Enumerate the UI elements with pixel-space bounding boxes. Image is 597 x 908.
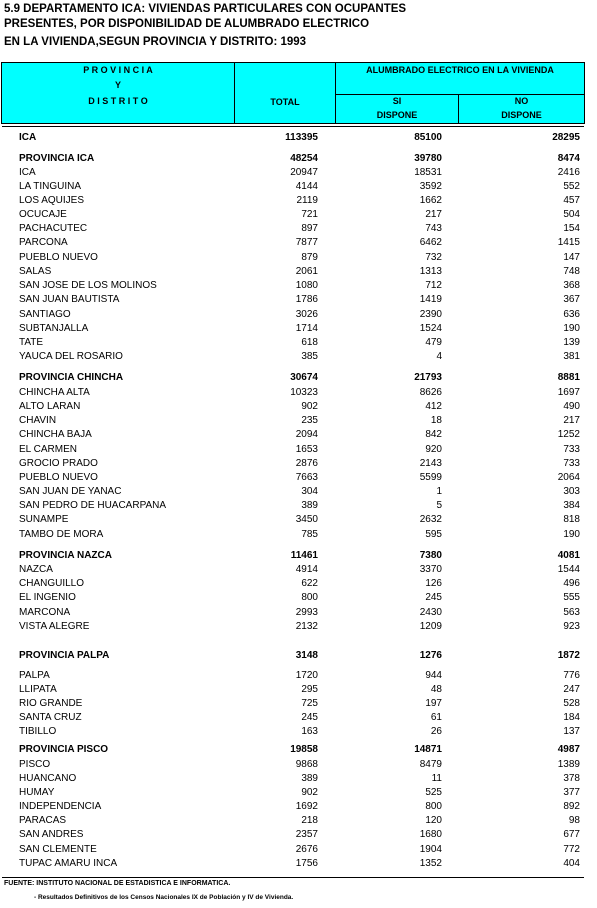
row-no-dispone: 190 — [563, 323, 580, 334]
footer-note: - Resultados Definitivos de los Censos Nacionales IX de Población y IV de Vivienda. — [34, 894, 294, 901]
row-total: 902 — [301, 401, 318, 412]
header-no-cell — [458, 94, 585, 124]
row-name: SAN JOSE DE LOS MOLINOS — [19, 280, 157, 291]
header-si: SI — [392, 96, 402, 106]
row-si-dispone: 743 — [425, 223, 442, 234]
table-row — [0, 786, 597, 800]
row-no-dispone: 776 — [563, 670, 580, 681]
row-si-dispone: 412 — [425, 401, 442, 412]
row-name: RIO GRANDE — [19, 698, 83, 709]
row-name: YAUCA DEL ROSARIO — [19, 351, 123, 362]
row-total: 879 — [301, 252, 318, 263]
row-name: HUANCANO — [19, 773, 77, 784]
row-name: CHINCHA BAJA — [19, 429, 92, 440]
row-si-dispone: 18531 — [414, 167, 442, 178]
row-si-dispone: 3592 — [419, 181, 442, 192]
table-row — [0, 800, 597, 814]
row-name: HUMAY — [19, 787, 55, 798]
row-total: 163 — [301, 726, 318, 737]
row-no-dispone: 1697 — [557, 387, 580, 398]
header-no-dispone: DISPONE — [501, 110, 542, 120]
page-title-line-2: PRESENTES, POR DISPONIBILIDAD DE ALUMBRADO ELECTRICO — [4, 18, 370, 30]
table-row — [0, 457, 597, 471]
row-name: SANTA CRUZ — [19, 712, 82, 723]
row-no-dispone: 147 — [563, 252, 580, 263]
row-total: 19858 — [290, 744, 318, 755]
row-total: 3026 — [295, 309, 318, 320]
row-no-dispone: 139 — [563, 337, 580, 348]
row-si-dispone: 732 — [425, 252, 442, 263]
footer-source: FUENTE: INSTITUTO NACIONAL DE ESTADISTICA E INFORMATICA. — [4, 880, 231, 887]
row-no-dispone: 303 — [563, 486, 580, 497]
row-total: 721 — [301, 209, 318, 220]
row-si-dispone: 245 — [425, 592, 442, 603]
row-total: 2061 — [295, 266, 318, 277]
row-total: 3148 — [295, 650, 318, 661]
row-name: LOS AQUIJES — [19, 195, 85, 206]
row-no-dispone: 923 — [563, 621, 580, 632]
table-header — [1, 62, 585, 124]
row-name: PUEBLO NUEVO — [19, 252, 98, 263]
row-name: INDEPENDENCIA — [19, 801, 102, 812]
row-total: 1786 — [295, 294, 318, 305]
row-name: EL CARMEN — [19, 444, 77, 455]
row-no-dispone: 2064 — [557, 472, 580, 483]
row-si-dispone: 26 — [430, 726, 442, 737]
row-name: PROVINCIA NAZCA — [19, 550, 112, 561]
row-name: CHANGUILLO — [19, 578, 85, 589]
row-no-dispone: 733 — [563, 444, 580, 455]
row-total: 4914 — [295, 564, 318, 575]
row-total: 389 — [301, 773, 318, 784]
table-row — [0, 725, 597, 739]
row-si-dispone: 1276 — [419, 650, 442, 661]
page-title-line-3: EN LA VIVIENDA,SEGUN PROVINCIA Y DISTRITO: 1993 — [4, 36, 307, 48]
row-si-dispone: 944 — [425, 670, 442, 681]
row-no-dispone: 504 — [563, 209, 580, 220]
row-no-dispone: 1252 — [557, 429, 580, 440]
row-name: SAN JUAN BAUTISTA — [19, 294, 120, 305]
table-row — [0, 350, 597, 364]
row-name: PROVINCIA PALPA — [19, 650, 110, 661]
row-si-dispone: 712 — [425, 280, 442, 291]
table-row — [0, 471, 597, 485]
row-si-dispone: 4 — [436, 351, 442, 362]
row-si-dispone: 1524 — [419, 323, 442, 334]
row-name: VISTA ALEGRE — [19, 621, 90, 632]
row-no-dispone: 892 — [563, 801, 580, 812]
row-total: 385 — [301, 351, 318, 362]
row-total: 245 — [301, 712, 318, 723]
row-si-dispone: 14871 — [414, 744, 442, 755]
row-si-dispone: 1209 — [419, 621, 442, 632]
row-no-dispone: 8474 — [557, 153, 580, 164]
row-si-dispone: 1419 — [419, 294, 442, 305]
row-name: LLIPATA — [19, 684, 57, 695]
row-si-dispone: 800 — [425, 801, 442, 812]
table-row — [0, 669, 597, 683]
row-no-dispone: 378 — [563, 773, 580, 784]
row-no-dispone: 8881 — [557, 372, 580, 383]
row-no-dispone: 552 — [563, 181, 580, 192]
table-row — [0, 843, 597, 857]
table-group-row — [0, 743, 597, 757]
row-name: TIBILLO — [19, 726, 57, 737]
row-total: 11461 — [290, 550, 318, 561]
row-name: OCUCAJE — [19, 209, 67, 220]
row-no-dispone: 457 — [563, 195, 580, 206]
table-row — [0, 499, 597, 513]
row-total: 1720 — [295, 670, 318, 681]
row-total: 2876 — [295, 458, 318, 469]
row-total: 785 — [301, 529, 318, 540]
row-total: 7877 — [295, 237, 318, 248]
row-si-dispone: 1904 — [419, 844, 442, 855]
table-row — [0, 814, 597, 828]
row-total: 113395 — [285, 132, 318, 143]
row-si-dispone: 11 — [431, 773, 442, 784]
row-no-dispone: 190 — [563, 529, 580, 540]
row-name: EL INGENIO — [19, 592, 76, 603]
table-row — [0, 428, 597, 442]
row-name: PACHACUTEC — [19, 223, 88, 234]
row-no-dispone: 4987 — [557, 744, 580, 755]
row-total: 618 — [301, 337, 318, 348]
row-total: 2132 — [295, 621, 318, 632]
row-no-dispone: 381 — [563, 351, 580, 362]
row-total: 218 — [301, 815, 318, 826]
row-si-dispone: 479 — [425, 337, 442, 348]
row-si-dispone: 842 — [425, 429, 442, 440]
row-no-dispone: 528 — [563, 698, 580, 709]
table-row — [0, 443, 597, 457]
row-total: 1714 — [295, 323, 318, 334]
row-total: 800 — [301, 592, 318, 603]
row-total: 4144 — [295, 181, 318, 192]
row-total: 1692 — [295, 801, 318, 812]
table-group-row — [0, 371, 597, 385]
row-no-dispone: 28295 — [552, 132, 580, 143]
row-total: 9868 — [295, 759, 318, 770]
table-row — [0, 711, 597, 725]
table-row — [0, 166, 597, 180]
header-distrito: D I S T R I T O — [88, 96, 148, 106]
table-row — [0, 606, 597, 620]
header-total-cell — [234, 62, 336, 124]
row-no-dispone: 377 — [563, 787, 580, 798]
row-si-dispone: 61 — [430, 712, 442, 723]
row-total: 2676 — [295, 844, 318, 855]
row-no-dispone: 1544 — [557, 564, 580, 575]
row-total: 2119 — [296, 195, 318, 206]
header-provincia-distrito — [1, 62, 235, 124]
row-si-dispone: 217 — [425, 209, 442, 220]
row-si-dispone: 2390 — [419, 309, 442, 320]
row-name: SAN CLEMENTE — [19, 844, 97, 855]
row-no-dispone: 184 — [563, 712, 580, 723]
table-row — [0, 222, 597, 236]
footer-divider — [2, 877, 584, 878]
row-no-dispone: 2416 — [557, 167, 580, 178]
table-row — [0, 251, 597, 265]
row-name: SALAS — [19, 266, 52, 277]
table-row — [0, 620, 597, 634]
table-group-row — [0, 549, 597, 563]
row-total: 622 — [301, 578, 318, 589]
row-si-dispone: 1313 — [419, 266, 442, 277]
table-row — [0, 236, 597, 250]
row-no-dispone: 404 — [563, 858, 580, 869]
table-row — [0, 194, 597, 208]
row-si-dispone: 595 — [425, 529, 442, 540]
row-name: CHAVIN — [19, 415, 57, 426]
row-total: 897 — [301, 223, 318, 234]
row-si-dispone: 197 — [425, 698, 442, 709]
row-no-dispone: 772 — [563, 844, 580, 855]
row-no-dispone: 563 — [563, 607, 580, 618]
row-si-dispone: 2143 — [419, 458, 442, 469]
table-group-row — [0, 649, 597, 663]
header-provincia: P R O V I N C I A — [83, 65, 153, 75]
row-si-dispone: 3370 — [419, 564, 442, 575]
table-row — [0, 180, 597, 194]
row-name: TAMBO DE MORA — [19, 529, 104, 540]
table-row — [0, 563, 597, 577]
row-si-dispone: 126 — [425, 578, 442, 589]
row-total: 2993 — [295, 607, 318, 618]
table-row — [0, 322, 597, 336]
table-row — [0, 414, 597, 428]
row-si-dispone: 1680 — [419, 829, 442, 840]
row-total: 1756 — [295, 858, 318, 869]
header-si-dispone: DISPONE — [376, 110, 418, 120]
row-total: 1080 — [295, 280, 318, 291]
table-row — [0, 308, 597, 322]
row-name: LA TINGUINA — [19, 181, 82, 192]
row-no-dispone: 555 — [563, 592, 580, 603]
row-name: SAN ANDRES — [19, 829, 84, 840]
row-si-dispone: 920 — [425, 444, 442, 455]
table-row — [0, 697, 597, 711]
row-si-dispone: 2430 — [419, 607, 442, 618]
row-name: TATE — [19, 337, 44, 348]
row-total: 30674 — [290, 372, 318, 383]
row-total: 3450 — [295, 514, 318, 525]
row-si-dispone: 5599 — [419, 472, 442, 483]
row-no-dispone: 367 — [563, 294, 580, 305]
row-name: ALTO LARAN — [19, 401, 81, 412]
row-total: 295 — [301, 684, 318, 695]
row-name: SANTIAGO — [19, 309, 71, 320]
table-row — [0, 400, 597, 414]
row-no-dispone: 1389 — [557, 759, 580, 770]
row-si-dispone: 6462 — [419, 237, 442, 248]
row-no-dispone: 154 — [563, 223, 580, 234]
table-row — [0, 683, 597, 697]
row-no-dispone: 636 — [563, 309, 580, 320]
row-si-dispone: 1662 — [419, 195, 442, 206]
row-si-dispone: 85100 — [414, 132, 442, 143]
table-row — [0, 828, 597, 842]
page-title: 5.9 DEPARTAMENTO ICA: VIVIENDAS PARTICULARES CON OCUPANTES — [4, 3, 407, 15]
row-si-dispone: 5 — [436, 500, 442, 511]
row-name: PUEBLO NUEVO — [19, 472, 98, 483]
row-name: SAN PEDRO DE HUACARPANA — [19, 500, 167, 511]
table-row — [0, 279, 597, 293]
row-name: PROVINCIA PISCO — [19, 744, 109, 755]
row-si-dispone: 8479 — [419, 759, 442, 770]
table-group-row — [0, 152, 597, 166]
header-si-cell — [335, 94, 459, 124]
row-total: 1653 — [295, 444, 318, 455]
row-si-dispone: 525 — [425, 787, 442, 798]
table-row — [0, 857, 597, 871]
row-no-dispone: 818 — [563, 514, 580, 525]
header-group-cell — [335, 62, 585, 95]
row-no-dispone: 496 — [563, 578, 580, 589]
row-name: NAZCA — [19, 564, 53, 575]
row-no-dispone: 137 — [563, 726, 580, 737]
row-no-dispone: 748 — [563, 266, 580, 277]
row-name: CHINCHA ALTA — [19, 387, 90, 398]
row-name: PROVINCIA CHINCHA — [19, 372, 124, 383]
row-total: 48254 — [290, 153, 318, 164]
row-total: 389 — [301, 500, 318, 511]
table-group-row — [0, 131, 597, 145]
row-no-dispone: 247 — [563, 684, 580, 695]
row-si-dispone: 2632 — [419, 514, 442, 525]
row-name: SUBTANJALLA — [19, 323, 89, 334]
table-row — [0, 513, 597, 527]
row-total: 2357 — [295, 829, 318, 840]
row-name: MARCONA — [19, 607, 71, 618]
row-si-dispone: 8626 — [419, 387, 442, 398]
row-si-dispone: 120 — [425, 815, 442, 826]
header-divider — [2, 126, 584, 127]
row-total: 725 — [301, 698, 318, 709]
row-name: SUNAMPE — [19, 514, 69, 525]
row-no-dispone: 733 — [563, 458, 580, 469]
row-no-dispone: 1872 — [557, 650, 580, 661]
header-y: Y — [114, 80, 121, 90]
row-no-dispone: 4081 — [557, 550, 580, 561]
row-si-dispone: 1352 — [419, 858, 442, 869]
row-total: 10323 — [290, 387, 318, 398]
row-no-dispone: 217 — [563, 415, 580, 426]
table-row — [0, 758, 597, 772]
row-total: 2094 — [295, 429, 318, 440]
row-no-dispone: 368 — [563, 280, 580, 291]
row-total: 235 — [301, 415, 318, 426]
row-si-dispone: 39780 — [414, 153, 442, 164]
row-name: PROVINCIA ICA — [19, 153, 95, 164]
row-total: 902 — [301, 787, 318, 798]
row-name: GROCIO PRADO — [19, 458, 98, 469]
row-name: PALPA — [19, 670, 50, 681]
row-name: ICA — [19, 132, 37, 143]
row-no-dispone: 384 — [563, 500, 580, 511]
row-total: 20947 — [290, 167, 318, 178]
row-name: ICA — [19, 167, 36, 178]
table-row — [0, 265, 597, 279]
row-name: SAN JUAN DE YANAC — [19, 486, 122, 497]
row-si-dispone: 18 — [430, 415, 442, 426]
header-total: TOTAL — [270, 97, 300, 107]
table-row — [0, 208, 597, 222]
row-name: PISCO — [19, 759, 51, 770]
table-row — [0, 386, 597, 400]
table-row — [0, 772, 597, 786]
row-si-dispone: 21793 — [414, 372, 442, 383]
row-name: TUPAC AMARU INCA — [19, 858, 118, 869]
row-no-dispone: 677 — [563, 829, 580, 840]
header-alumbrado: ALUMBRADO ELECTRICO EN LA VIVIENDA — [366, 65, 554, 75]
table-row — [0, 485, 597, 499]
row-si-dispone: 1 — [436, 486, 442, 497]
row-si-dispone: 48 — [430, 684, 442, 695]
table-row — [0, 336, 597, 350]
table-row — [0, 293, 597, 307]
header-no: NO — [514, 96, 529, 106]
row-no-dispone: 98 — [568, 815, 580, 826]
row-name: PARCONA — [19, 237, 68, 248]
row-total: 304 — [301, 486, 318, 497]
row-no-dispone: 490 — [563, 401, 580, 412]
row-total: 7663 — [295, 472, 318, 483]
table-row — [0, 528, 597, 542]
table-row — [0, 577, 597, 591]
row-name: PARACAS — [19, 815, 67, 826]
row-no-dispone: 1415 — [557, 237, 580, 248]
table-row — [0, 591, 597, 605]
row-si-dispone: 7380 — [419, 550, 442, 561]
